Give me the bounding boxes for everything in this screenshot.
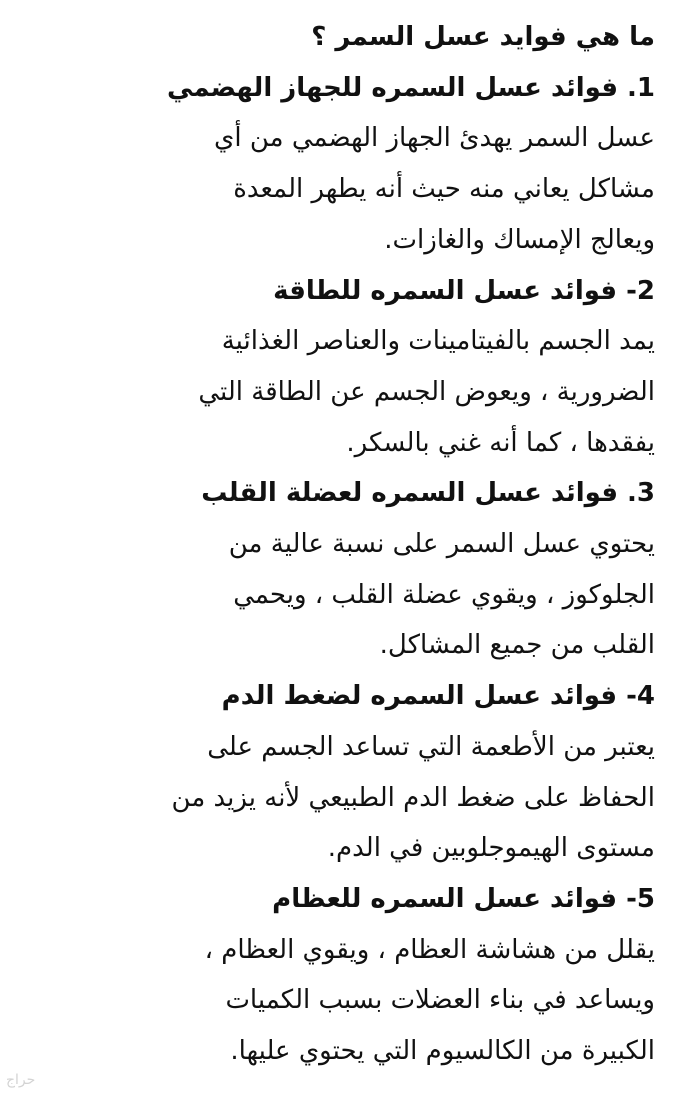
- section-4-line-3: مستوى الهيموجلوبين في الدم.: [327, 833, 655, 864]
- section-4-line-1: يعتبر من الأطعمة التي تساعد الجسم على: [207, 731, 655, 762]
- section-1-line-2: مشاكل يعاني منه حيث أنه يطهر المعدة: [233, 174, 655, 205]
- section-heading-5: 5- فوائد عسل السمره للعظام: [272, 883, 655, 914]
- document-body: [35, 12, 655, 1077]
- section-1-line-3: ويعالج الإمساك والغازات.: [384, 224, 655, 255]
- section-5-line-2: ويساعد في بناء العضلات بسبب الكميات: [225, 985, 655, 1016]
- page-title: ما هي فوايد عسل السمر ؟: [311, 22, 655, 52]
- section-2-line-1: يمد الجسم بالفيتامينات والعناصر الغذائية: [221, 326, 655, 357]
- section-5-line-3: الكبيرة من الكالسيوم التي يحتوي عليها.: [230, 1036, 655, 1067]
- section-3-line-2: الجلوكوز ، ويقوي عضلة القلب ، ويحمي: [233, 579, 655, 610]
- watermark-logo: حراج: [6, 1072, 36, 1088]
- section-heading-3: 3. فوائد عسل السمره لعضلة القلب: [201, 478, 655, 509]
- section-3-line-1: يحتوي عسل السمر على نسبة عالية من: [228, 529, 655, 560]
- section-1-line-1: عسل السمر يهدئ الجهاز الهضمي من أي: [214, 123, 655, 154]
- section-2-line-3: يفقدها ، كما أنه غني بالسكر.: [346, 427, 655, 458]
- section-2-line-2: الضرورية ، ويعوض الجسم عن الطاقة التي: [198, 376, 655, 407]
- section-heading-4: 4- فوائد عسل السمره لضغط الدم: [221, 681, 655, 712]
- section-heading-1: 1. فوائد عسل السمره للجهاز الهضمي: [167, 72, 655, 103]
- section-heading-2: 2- فوائد عسل السمره للطاقة: [273, 275, 655, 306]
- section-4-line-2: الحفاظ على ضغط الدم الطبيعي لأنه يزيد من: [171, 782, 655, 813]
- section-3-line-3: القلب من جميع المشاكل.: [379, 630, 655, 661]
- section-5-line-1: يقلل من هشاشة العظام ، ويقوي العظام ،: [204, 934, 655, 965]
